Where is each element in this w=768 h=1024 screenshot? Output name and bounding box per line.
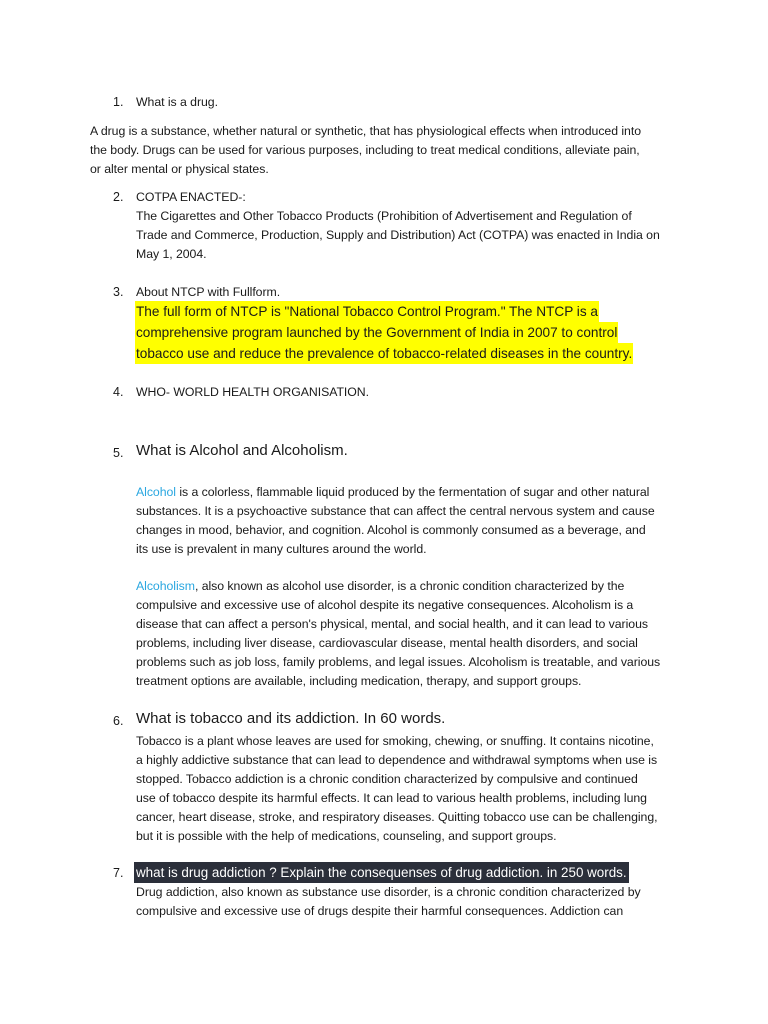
alcoholism-paragraph: Alcoholism, also known as alcohol use disorder, is a chronic condition characterized by the compulsive and excessive use of alcohol despite its negative consequences. Alcoholism is a disease that can affect a person's physical, mental, and social health, and it can lead to various problems, including liver disease, cardiovascular disease, mental health disorders, and social problems such as job loss, family problems, and legal issues. Alcoholism is treatable, and various treatment options are available, including medication, therapy, and support groups. <box>136 579 661 688</box>
item-number: 4. <box>113 385 124 399</box>
alcohol-paragraph: Alcohol is a colorless, flammable liquid produced by the fermentation of sugar and other natural substances. It is a psychoactive substance that can affect the central nervous system and cause changes in mood, behavior, and cognition. Alcohol is commonly consumed as a beverage, and its use is prevalent in many cultures around the world. <box>136 485 655 556</box>
item-heading: About NTCP with Fullform. <box>136 285 281 299</box>
item-body: COTPA ENACTED-: The Cigarettes and Other Tobacco Products (Prohibition of Advertisement and Regulation of Trade and Commerce, Production, Supply and Distribution) Act (COTPA) was enacted in India on May 1, 2004. <box>136 190 660 261</box>
item-heading: What is tobacco and its addiction. In 60 words. <box>136 710 446 727</box>
highlighted-answer: The full form of NTCP is "National Tobacco Control Program." The NTCP is a comprehensive program launched by the Government of India in 2007 to control tobacco use and reduce the prevalence of tobacco-related diseases in the country. <box>135 301 633 364</box>
item-number: 2. <box>113 190 124 204</box>
item-heading: What is Alcohol and Alcoholism. <box>136 442 348 459</box>
item-number: 7. <box>113 866 124 880</box>
item-number: 3. <box>113 285 124 299</box>
alcohol-link[interactable]: Alcohol <box>136 485 176 499</box>
selected-text: what is drug addiction ? Explain the consequenses of drug addiction. in 250 words. <box>134 862 629 883</box>
item-body: Tobacco is a plant whose leaves are used for smoking, chewing, or snuffing. It contains nicotine, a highly addictive substance that can lead to dependence and withdrawal symptoms when use is stopped. Tobacco addiction is a chronic condition characterized by compulsive and continued use of tobacco despite its harmful effects. It can lead to various health problems, including lung cancer, heart disease, stroke, and respiratory diseases. Quitting tobacco use can be challenging, but it is possible with the help of medications, counseling, and support groups. <box>136 734 658 843</box>
item-number: 6. <box>113 714 124 728</box>
item-heading: WHO- WORLD HEALTH ORGANISATION. <box>136 385 370 399</box>
item-heading: What is a drug. <box>136 95 218 109</box>
item-body: A drug is a substance, whether natural or synthetic, that has physiological effects when introduced into the body. Drugs can be used for various purposes, including to treat medical conditions, alleviate pain, or alter mental or physical states. <box>90 124 641 176</box>
alcoholism-link[interactable]: Alcoholism <box>136 579 195 593</box>
item-number: 5. <box>113 446 124 460</box>
item-heading: COTPA ENACTED-: <box>136 190 246 204</box>
item-body: Drug addiction, also known as substance use disorder, is a chronic condition characterized by compulsive and excessive use of drugs despite their harmful consequences. Addiction can <box>136 885 641 918</box>
item-heading <box>134 862 629 883</box>
item-number: 1. <box>113 95 124 109</box>
